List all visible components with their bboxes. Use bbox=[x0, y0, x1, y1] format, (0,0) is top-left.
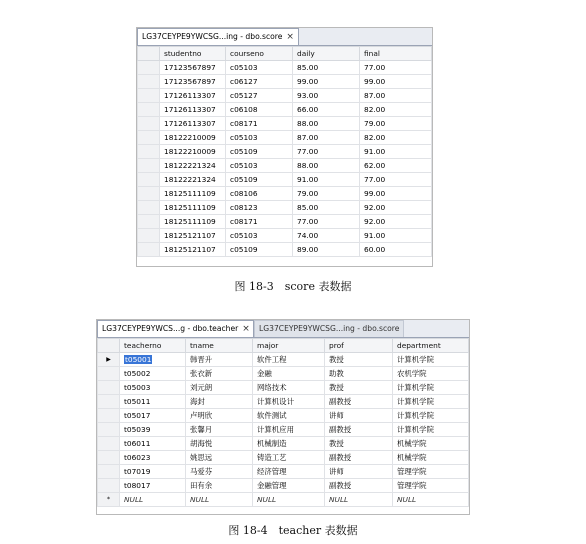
row-header[interactable] bbox=[98, 451, 120, 465]
cell-studentno[interactable]: 17123567897 bbox=[160, 75, 226, 89]
tab-label: LG37CEYPE9YWCSG...ing - dbo.score bbox=[142, 32, 283, 41]
column-header-final[interactable]: final bbox=[360, 47, 432, 61]
cell-studentno[interactable]: 17126113307 bbox=[160, 89, 226, 103]
cell-department[interactable]: 机械学院 bbox=[393, 451, 469, 465]
row-header[interactable] bbox=[138, 187, 160, 201]
table-row bbox=[98, 395, 469, 409]
cell-studentno[interactable]: 18122210009 bbox=[160, 131, 226, 145]
table-row bbox=[98, 353, 469, 367]
cell-teacherno[interactable]: t07019 bbox=[120, 465, 186, 479]
cell-tname[interactable]: 姚思远 bbox=[186, 451, 253, 465]
cell-studentno[interactable]: 18125111109 bbox=[160, 187, 226, 201]
table-row bbox=[138, 201, 432, 215]
cell-final[interactable]: 77.00 bbox=[360, 61, 432, 75]
null-cell-department[interactable]: NULL bbox=[393, 493, 469, 507]
column-header-courseno[interactable]: courseno bbox=[226, 47, 293, 61]
cell-tname[interactable]: 韩晋升 bbox=[186, 353, 253, 367]
cell-prof[interactable]: 副教授 bbox=[325, 451, 393, 465]
cell-daily[interactable]: 88.00 bbox=[293, 117, 360, 131]
column-header-department[interactable]: department bbox=[393, 339, 469, 353]
table-row bbox=[138, 61, 432, 75]
cell-courseno[interactable]: c06127 bbox=[226, 75, 293, 89]
score-grid-window bbox=[136, 27, 433, 267]
teacher-grid-window bbox=[96, 319, 470, 515]
cell-tname[interactable]: 马爱芬 bbox=[186, 465, 253, 479]
row-header[interactable] bbox=[98, 395, 120, 409]
table-row bbox=[138, 243, 432, 257]
cell-tname[interactable]: 卢明欣 bbox=[186, 409, 253, 423]
cell-studentno[interactable]: 18125121107 bbox=[160, 243, 226, 257]
column-header-tname[interactable]: tname bbox=[186, 339, 253, 353]
cell-final[interactable]: 79.00 bbox=[360, 117, 432, 131]
row-header[interactable] bbox=[138, 103, 160, 117]
cell-final[interactable]: 92.00 bbox=[360, 201, 432, 215]
cell-studentno[interactable]: 18122221324 bbox=[160, 159, 226, 173]
row-header[interactable] bbox=[98, 381, 120, 395]
cell-studentno[interactable]: 18125111109 bbox=[160, 201, 226, 215]
cell-tname[interactable]: 海封 bbox=[186, 395, 253, 409]
table-row bbox=[98, 367, 469, 381]
table-row bbox=[138, 103, 432, 117]
cell-courseno[interactable]: c08171 bbox=[226, 117, 293, 131]
cell-studentno[interactable]: 18122210009 bbox=[160, 145, 226, 159]
cell-major[interactable]: 机械制造 bbox=[253, 437, 325, 451]
row-header[interactable] bbox=[138, 75, 160, 89]
cell-teacherno[interactable]: t06023 bbox=[120, 451, 186, 465]
header-row bbox=[98, 339, 469, 353]
cell-final[interactable]: 82.00 bbox=[360, 103, 432, 117]
cell-daily[interactable]: 66.00 bbox=[293, 103, 360, 117]
cell-tname[interactable]: 张馨月 bbox=[186, 423, 253, 437]
cell-daily[interactable]: 74.00 bbox=[293, 229, 360, 243]
table-row bbox=[138, 173, 432, 187]
cell-teacherno[interactable]: t05011 bbox=[120, 395, 186, 409]
cell-daily[interactable]: 89.00 bbox=[293, 243, 360, 257]
row-header[interactable] bbox=[98, 423, 120, 437]
row-header-corner bbox=[98, 339, 120, 353]
null-cell-teacherno[interactable]: NULL bbox=[120, 493, 186, 507]
cell-final[interactable]: 77.00 bbox=[360, 173, 432, 187]
cell-final[interactable]: 60.00 bbox=[360, 243, 432, 257]
row-header[interactable] bbox=[98, 367, 120, 381]
cell-studentno[interactable]: 18125121107 bbox=[160, 229, 226, 243]
tab-label: LG37CEYPE9YWCS...g - dbo.teacher bbox=[102, 324, 239, 333]
cell-teacherno[interactable]: t05003 bbox=[120, 381, 186, 395]
table-row bbox=[98, 423, 469, 437]
null-cell-prof[interactable]: NULL bbox=[325, 493, 393, 507]
row-header[interactable] bbox=[98, 409, 120, 423]
cell-major[interactable]: 铸造工艺 bbox=[253, 451, 325, 465]
tab-dbo-score[interactable] bbox=[254, 320, 404, 337]
cell-major[interactable]: 软件工程 bbox=[253, 353, 325, 367]
cell-courseno[interactable]: c05109 bbox=[226, 145, 293, 159]
new-row bbox=[98, 493, 469, 507]
cell-major[interactable]: 软件测试 bbox=[253, 409, 325, 423]
figure-caption-18-4: 图 18-4 teacher 表数据 bbox=[228, 524, 358, 537]
table-row bbox=[138, 145, 432, 159]
cell-department[interactable]: 管理学院 bbox=[393, 479, 469, 493]
cell-teacherno[interactable]: t06011 bbox=[120, 437, 186, 451]
cell-final[interactable]: 82.00 bbox=[360, 131, 432, 145]
cell-courseno[interactable]: c05103 bbox=[226, 229, 293, 243]
cell-tname[interactable]: 田有余 bbox=[186, 479, 253, 493]
row-header[interactable] bbox=[138, 201, 160, 215]
cell-courseno[interactable]: c06108 bbox=[226, 103, 293, 117]
table-row bbox=[138, 229, 432, 243]
cell-major[interactable]: 网络技术 bbox=[253, 381, 325, 395]
cell-daily[interactable]: 93.00 bbox=[293, 89, 360, 103]
cell-courseno[interactable]: c05109 bbox=[226, 173, 293, 187]
cell-courseno[interactable]: c08106 bbox=[226, 187, 293, 201]
cell-major[interactable]: 经济管理 bbox=[253, 465, 325, 479]
cell-major[interactable]: 计算机应用 bbox=[253, 423, 325, 437]
cell-final[interactable]: 87.00 bbox=[360, 89, 432, 103]
row-header[interactable] bbox=[138, 131, 160, 145]
cell-final[interactable]: 62.00 bbox=[360, 159, 432, 173]
cell-daily[interactable]: 79.00 bbox=[293, 187, 360, 201]
cell-daily[interactable]: 85.00 bbox=[293, 61, 360, 75]
cell-major[interactable]: 计算机设计 bbox=[253, 395, 325, 409]
table-row bbox=[138, 75, 432, 89]
tab-dbo-score[interactable] bbox=[137, 28, 299, 45]
cell-tname[interactable]: 胡海悦 bbox=[186, 437, 253, 451]
cell-department[interactable]: 计算机学院 bbox=[393, 381, 469, 395]
selected-cell-text: t05001 bbox=[125, 355, 152, 364]
row-header[interactable] bbox=[138, 117, 160, 131]
table-row bbox=[138, 159, 432, 173]
cell-daily[interactable]: 87.00 bbox=[293, 131, 360, 145]
cell-daily[interactable]: 99.00 bbox=[293, 75, 360, 89]
table-row bbox=[138, 215, 432, 229]
teacher-tab-bar bbox=[97, 320, 469, 338]
cell-teacherno[interactable]: t05039 bbox=[120, 423, 186, 437]
cell-final[interactable]: 92.00 bbox=[360, 215, 432, 229]
cell-studentno[interactable]: 17123567897 bbox=[160, 61, 226, 75]
close-icon[interactable]: × bbox=[242, 324, 250, 334]
cell-prof[interactable]: 副教授 bbox=[325, 479, 393, 493]
score-data-grid bbox=[137, 46, 432, 257]
tab-dbo-teacher[interactable] bbox=[97, 320, 254, 337]
cell-teacherno[interactable]: t08017 bbox=[120, 479, 186, 493]
cell-studentno[interactable]: 18125111109 bbox=[160, 215, 226, 229]
cell-department[interactable]: 计算机学院 bbox=[393, 423, 469, 437]
cell-final[interactable]: 99.00 bbox=[360, 75, 432, 89]
score-tab-bar bbox=[137, 28, 432, 46]
table-row bbox=[98, 451, 469, 465]
cell-prof[interactable]: 副教授 bbox=[325, 395, 393, 409]
cell-courseno[interactable]: c05109 bbox=[226, 243, 293, 257]
cell-daily[interactable]: 85.00 bbox=[293, 201, 360, 215]
cell-department[interactable]: 机械学院 bbox=[393, 437, 469, 451]
cell-courseno[interactable]: c05103 bbox=[226, 159, 293, 173]
row-header[interactable] bbox=[138, 243, 160, 257]
column-header-prof[interactable]: prof bbox=[325, 339, 393, 353]
cell-prof[interactable]: 副教授 bbox=[325, 423, 393, 437]
row-header[interactable] bbox=[138, 229, 160, 243]
column-header-teacherno[interactable]: teacherno bbox=[120, 339, 186, 353]
table-row bbox=[98, 381, 469, 395]
teacher-data-grid bbox=[97, 338, 469, 507]
figure-caption-18-3: 图 18-3 score 表数据 bbox=[234, 280, 352, 293]
cell-prof[interactable]: 讲师 bbox=[325, 465, 393, 479]
row-header[interactable] bbox=[98, 479, 120, 493]
cell-major[interactable]: 金融 bbox=[253, 367, 325, 381]
cell-courseno[interactable]: c05103 bbox=[226, 61, 293, 75]
cell-final[interactable]: 99.00 bbox=[360, 187, 432, 201]
cell-prof[interactable]: 讲师 bbox=[325, 409, 393, 423]
row-header[interactable] bbox=[138, 159, 160, 173]
cell-daily[interactable]: 91.00 bbox=[293, 173, 360, 187]
cell-department[interactable]: 计算机学院 bbox=[393, 353, 469, 367]
column-header-studentno[interactable]: studentno bbox=[160, 47, 226, 61]
cell-daily[interactable]: 77.00 bbox=[293, 215, 360, 229]
row-header[interactable] bbox=[138, 145, 160, 159]
cell-courseno[interactable]: c05103 bbox=[226, 131, 293, 145]
null-cell-tname[interactable]: NULL bbox=[186, 493, 253, 507]
table-row bbox=[98, 479, 469, 493]
table-row bbox=[138, 117, 432, 131]
row-header[interactable] bbox=[138, 61, 160, 75]
row-header[interactable] bbox=[98, 437, 120, 451]
header-row bbox=[138, 47, 432, 61]
cell-studentno[interactable]: 17126113307 bbox=[160, 117, 226, 131]
cell-prof[interactable]: 教授 bbox=[325, 353, 393, 367]
row-header[interactable] bbox=[98, 465, 120, 479]
table-row bbox=[98, 437, 469, 451]
cell-prof[interactable]: 教授 bbox=[325, 381, 393, 395]
row-header[interactable] bbox=[138, 215, 160, 229]
cell-final[interactable]: 91.00 bbox=[360, 145, 432, 159]
table-row bbox=[138, 187, 432, 201]
null-cell-major[interactable]: NULL bbox=[253, 493, 325, 507]
cell-teacherno[interactable]: t05017 bbox=[120, 409, 186, 423]
table-row bbox=[138, 131, 432, 145]
close-icon[interactable]: × bbox=[286, 32, 294, 42]
cell-daily[interactable]: 77.00 bbox=[293, 145, 360, 159]
cell-department[interactable]: 管理学院 bbox=[393, 465, 469, 479]
column-header-daily[interactable]: daily bbox=[293, 47, 360, 61]
row-header[interactable] bbox=[138, 173, 160, 187]
cell-department[interactable]: 农机学院 bbox=[393, 367, 469, 381]
cell-studentno[interactable]: 17126113307 bbox=[160, 103, 226, 117]
current-row-arrow-icon[interactable]: ▶ bbox=[98, 353, 120, 367]
row-header[interactable] bbox=[138, 89, 160, 103]
new-row-asterisk-icon[interactable]: * bbox=[98, 493, 120, 507]
cell-prof[interactable]: 教授 bbox=[325, 437, 393, 451]
cell-courseno[interactable]: c08171 bbox=[226, 215, 293, 229]
cell-daily[interactable]: 88.00 bbox=[293, 159, 360, 173]
column-header-major[interactable]: major bbox=[253, 339, 325, 353]
cell-teacherno[interactable]: t05002 bbox=[120, 367, 186, 381]
cell-tname[interactable]: 张衣新 bbox=[186, 367, 253, 381]
cell-final[interactable]: 91.00 bbox=[360, 229, 432, 243]
table-row bbox=[98, 409, 469, 423]
cell-courseno[interactable]: c08123 bbox=[226, 201, 293, 215]
cell-department[interactable]: 计算机学院 bbox=[393, 409, 469, 423]
cell-tname[interactable]: 刘元朗 bbox=[186, 381, 253, 395]
row-header-corner bbox=[138, 47, 160, 61]
cell-major[interactable]: 金融管理 bbox=[253, 479, 325, 493]
cell-courseno[interactable]: c05127 bbox=[226, 89, 293, 103]
table-row bbox=[138, 89, 432, 103]
tab-label: LG37CEYPE9YWCSG...ing - dbo.score bbox=[259, 324, 400, 333]
table-row bbox=[98, 465, 469, 479]
cell-studentno[interactable]: 18122221324 bbox=[160, 173, 226, 187]
cell-department[interactable]: 计算机学院 bbox=[393, 395, 469, 409]
cell-prof[interactable]: 助教 bbox=[325, 367, 393, 381]
cell-teacherno[interactable] bbox=[120, 353, 186, 367]
